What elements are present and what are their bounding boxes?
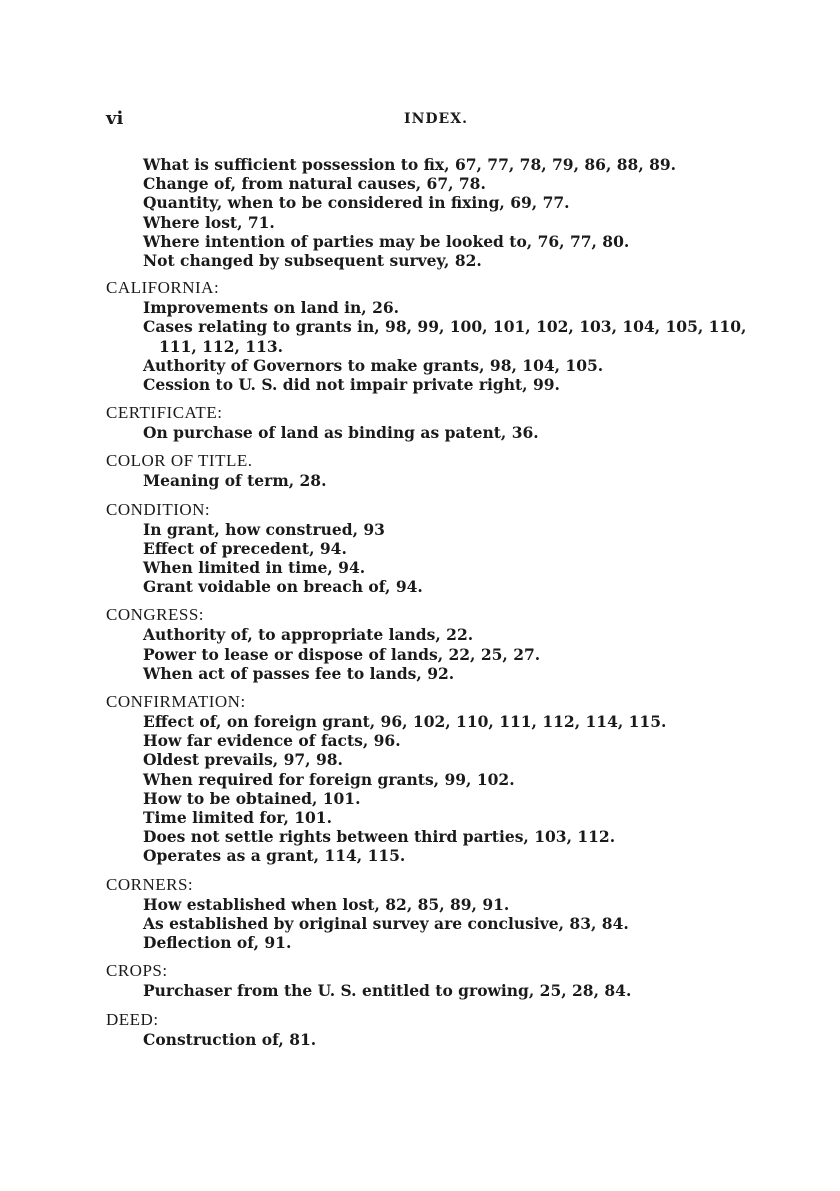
section-condition [106, 500, 766, 597]
page-number: vi [106, 108, 124, 129]
section-heading: CROPS: [106, 961, 168, 981]
index-entry: On purchase of land as binding as patent, 36. [143, 423, 539, 443]
index-body [106, 155, 766, 1058]
section-heading: CONGRESS: [106, 605, 205, 625]
section-deed [106, 1010, 766, 1049]
index-entry: Authority of, to appropriate lands, 22. [143, 625, 474, 645]
index-entry: Effect of, on foreign grant, 96, 102, 110, 111, 112, 114, 115. [143, 712, 667, 732]
page-header [106, 108, 766, 132]
index-entry: In grant, how construed, 93 [143, 519, 385, 539]
index-entry: Where intention of parties may be looked to, 76, 77, 80. [143, 231, 630, 251]
index-entry: Cession to U. S. did not impair private right, 99. [143, 375, 560, 395]
section-corners [106, 875, 766, 953]
index-entry: Effect of precedent, 94. [143, 538, 347, 558]
index-entry: Cases relating to grants in, 98, 99, 100, 101, 102, 103, 104, 105, 110, 111, 112, 113. [143, 317, 747, 356]
index-entry: Grant voidable on breach of, 94. [143, 577, 423, 597]
section-heading: CALIFORNIA: [106, 278, 220, 298]
section-heading: DEED: [106, 1009, 159, 1029]
index-entry: Where lost, 71. [143, 212, 275, 232]
section-heading: CONFIRMATION: [106, 692, 246, 712]
section-certificate [106, 403, 766, 442]
index-entry: Time limited for, 101. [143, 808, 332, 828]
index-entry: Does not settle rights between third parties, 103, 112. [143, 827, 616, 847]
section-color-of-title [106, 451, 766, 490]
continuation-section [106, 155, 766, 270]
index-entry: Deflection of, 91. [143, 933, 292, 953]
index-entry: Purchaser from the U. S. entitled to growing, 25, 28, 84. [143, 981, 632, 1001]
index-entry: What is sufficient possession to fix, 67, 77, 78, 79, 86, 88, 89. [143, 155, 677, 174]
section-heading: COLOR OF TITLE. [106, 451, 253, 471]
index-entry: How established when lost, 82, 85, 89, 91. [143, 894, 510, 914]
index-entry: When limited in time, 94. [143, 558, 366, 578]
index-entry: Power to lease or dispose of lands, 22, 25, 27. [143, 644, 541, 664]
index-entry: Improvements on land in, 26. [143, 298, 400, 318]
section-crops [106, 961, 766, 1000]
index-entry: As established by original survey are conclusive, 83, 84. [143, 913, 629, 933]
index-entry: Authority of Governors to make grants, 98, 104, 105. [143, 355, 604, 375]
index-entry: When act of passes fee to lands, 92. [143, 663, 455, 683]
index-entry: Quantity, when to be considered in fixing, 69, 77. [143, 193, 570, 213]
index-entry: Meaning of term, 28. [143, 471, 327, 491]
section-heading: CORNERS: [106, 874, 194, 894]
index-entry: How far evidence of facts, 96. [143, 731, 401, 751]
index-entry: How to be obtained, 101. [143, 788, 361, 808]
index-entry: Construction of, 81. [143, 1029, 317, 1049]
section-congress [106, 605, 766, 683]
index-entry: Change of, from natural causes, 67, 78. [143, 174, 486, 194]
index-entry: Not changed by subsequent survey, 82. [143, 251, 482, 271]
section-confirmation [106, 692, 766, 866]
section-heading: CERTIFICATE: [106, 403, 223, 423]
section-california [106, 278, 766, 394]
running-head: INDEX. [404, 111, 468, 127]
section-heading: CONDITION: [106, 499, 211, 519]
index-entry: Operates as a grant, 114, 115. [143, 846, 406, 866]
index-entry: Oldest prevails, 97, 98. [143, 750, 343, 770]
index-entry: When required for foreign grants, 99, 102. [143, 769, 515, 789]
